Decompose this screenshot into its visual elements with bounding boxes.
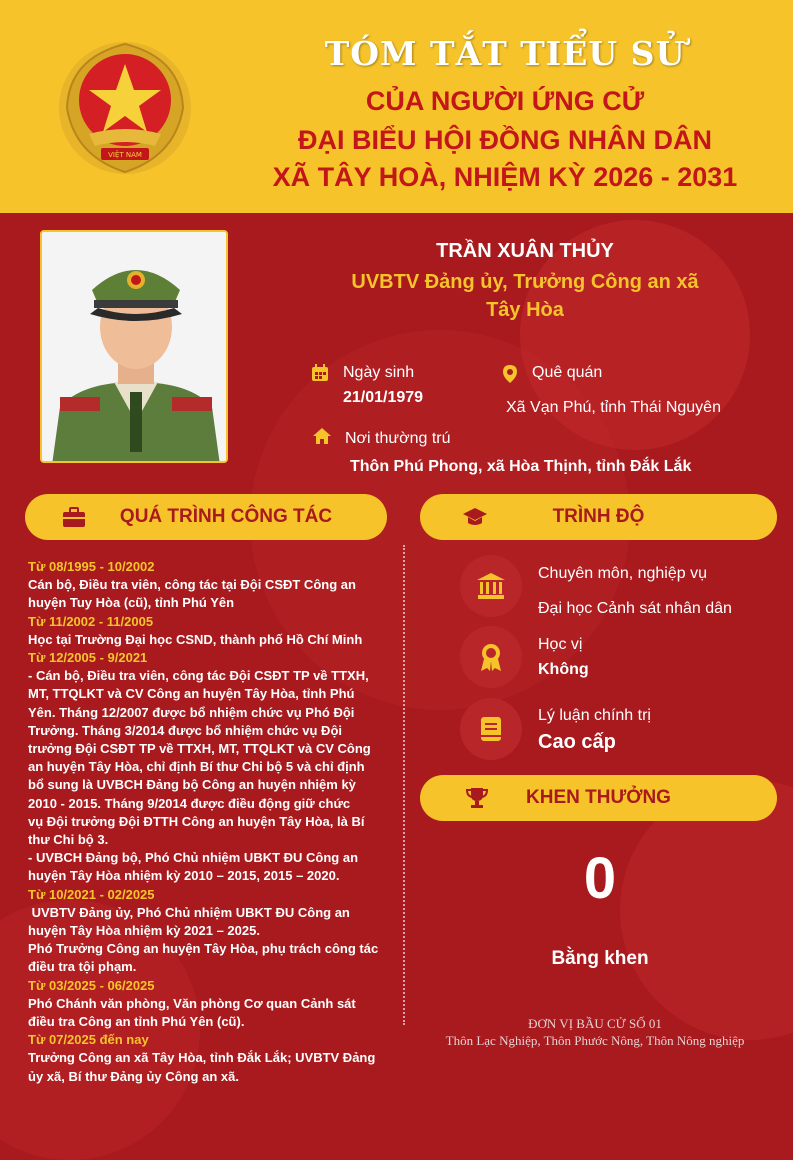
specialty-value: Đại học Cảnh sát nhân dân — [538, 600, 732, 617]
work-description-line: huyện Tây Hòa nhiệm kỳ 2010 – 2015, 2015 – 2020. — [28, 868, 340, 884]
hometown-label: Quê quán — [532, 364, 603, 381]
work-description-line: 2010 - 2015. Tháng 9/2014 được điều động giữ chức — [28, 795, 351, 811]
award-count: 0 — [583, 846, 617, 911]
electoral-unit-title: ĐƠN VỊ BẦU CỬ SỐ 01 — [528, 1016, 662, 1031]
subtitle-line-2: ĐẠI BIỂU HỘI ĐỒNG NHÂN DÂN — [297, 125, 712, 155]
work-description-line: an huyện Tây Hòa, chỉ định Bí thư Chi bộ 5 và chỉ định — [28, 759, 365, 775]
subtitle-line-1: CỦA NGƯỜI ỨNG CỬ — [365, 86, 645, 116]
work-description-line: Cán bộ, Điều tra viên, công tác tại Đội CSĐT Công an — [28, 577, 356, 593]
national-emblem-icon — [55, 38, 195, 178]
work-description-line: vụ Đội trưởng Đội ĐTTH Công an huyện Tây Hòa, là Bí — [28, 813, 365, 829]
work-description-line: thư Chi bộ 3. — [28, 832, 109, 848]
degree-label: Học vị — [538, 636, 583, 653]
political-value: Cao cấp — [538, 731, 616, 753]
hometown-value: Xã Vạn Phú, tỉnh Thái Nguyên — [506, 399, 721, 416]
work-history-list — [28, 558, 392, 1086]
work-period: Từ 08/1995 - 10/2002 — [28, 559, 155, 574]
work-description-line: - Cán bộ, Điều tra viên, công tác Đội CSĐT TP về TTXH, — [28, 668, 369, 684]
awards-header — [420, 775, 777, 821]
work-period: Từ 10/2021 - 02/2025 — [28, 886, 155, 902]
work-description-line: Yên. Tháng 12/2007 được bổ nhiệm chức vụ Phó Đội — [28, 704, 355, 720]
page-title: TÓM TẮT TIỂU SỬ — [324, 34, 686, 73]
work-description-line: MT, TTQLKT và CV Công an huyện Tây Hòa, tỉnh Phú — [28, 686, 355, 702]
work-description-line: huyện Tuy Hòa (cũ), tỉnh Phú Yên — [28, 595, 235, 611]
award-label: Bằng khen — [551, 948, 649, 969]
work-description-line: huyện Tây Hòa nhiệm kỳ 2021 – 2025. — [28, 923, 260, 939]
work-period: Từ 12/2005 - 9/2021 — [28, 650, 148, 666]
education-header — [420, 494, 777, 540]
header-banner — [0, 0, 793, 213]
specialty-label: Chuyên môn, nghiệp vụ — [538, 565, 707, 582]
institution-icon — [460, 555, 522, 617]
work-description-line: Phó Trưởng Công an huyện Tây Hòa, phụ trách công tác — [28, 941, 379, 957]
home-icon — [312, 426, 332, 446]
candidate-position — [340, 268, 710, 324]
work-description-line: bổ sung là UVBCH Đảng bộ Công an huyện nhiệm kỳ — [28, 777, 356, 793]
subtitle-line-3: XÃ TÂY HOÀ, NHIỆM KỲ 2026 - 2031 — [272, 162, 738, 192]
work-description-line: UVBTV Đảng ủy, Phó Chủ nhiệm UBKT ĐU Công an — [28, 904, 350, 920]
work-description-line: Trưởng. Tháng 3/2014 được bổ nhiệm chức vụ Đội — [28, 722, 342, 738]
portrait-image — [42, 232, 228, 463]
work-period: Từ 03/2025 - 06/2025 — [28, 977, 155, 993]
dob-value: 21/01/1979 — [343, 389, 424, 406]
education-title: TRÌNH ĐỘ — [552, 506, 645, 527]
emblem-text: VIỆT NAM — [108, 151, 142, 159]
work-description-line: ủy xã, Bí thư Đảng ủy Công an xã. — [28, 1068, 239, 1084]
work-description-line: - UVBCH Đảng bộ, Phó Chủ nhiệm UBKT ĐU Công an — [28, 850, 359, 866]
degree-value: Không — [538, 661, 589, 678]
work-description-line: Học tại Trường Đại học CSND, thành phố Hồ Chí Minh — [28, 631, 363, 647]
work-description-line: Phó Chánh văn phòng, Văn phòng Cơ quan Cảnh sát — [28, 995, 356, 1011]
candidate-photo — [40, 230, 228, 463]
work-period: Từ 11/2002 - 11/2005 — [28, 613, 154, 629]
work-history-header — [25, 494, 387, 540]
political-label: Lý luận chính trị — [538, 707, 651, 724]
candidate-name: TRẦN XUÂN THỦY — [436, 240, 614, 262]
awards-title: KHEN THƯỞNG — [526, 787, 671, 808]
residence-value: Thôn Phú Phong, xã Hòa Thịnh, tỉnh Đắk Lắk — [350, 458, 692, 475]
calendar-icon — [310, 363, 330, 383]
position-line-2: Tây Hòa — [486, 299, 564, 321]
position-line-1: UVBTV Đảng ủy, Trưởng Công an xã — [351, 271, 699, 293]
column-divider — [403, 545, 405, 1025]
work-description-line: điều tra Công an tỉnh Phú Yên (cũ). — [28, 1014, 245, 1030]
work-description-line: điều tra tội phạm. — [28, 959, 137, 975]
award-ribbon-icon — [460, 626, 522, 688]
electoral-unit-villages: Thôn Lạc Nghiệp, Thôn Phước Nông, Thôn Nông nghiệp — [445, 1033, 745, 1048]
book-icon — [460, 698, 522, 760]
work-description-line: Trưởng Công an xã Tây Hòa, tỉnh Đắk Lắk; UVBTV Đảng — [28, 1050, 376, 1066]
residence-label: Nơi thường trú — [345, 430, 451, 447]
location-pin-icon — [500, 364, 520, 384]
work-description-line: trưởng Đội CSĐT TP về TTXH, MT, TTQLKT và CV Công — [28, 741, 371, 757]
work-history-title: QUÁ TRÌNH CÔNG TÁC — [119, 506, 333, 527]
work-period: Từ 07/2025 đến nay — [28, 1032, 149, 1048]
dob-label: Ngày sinh — [343, 364, 415, 381]
